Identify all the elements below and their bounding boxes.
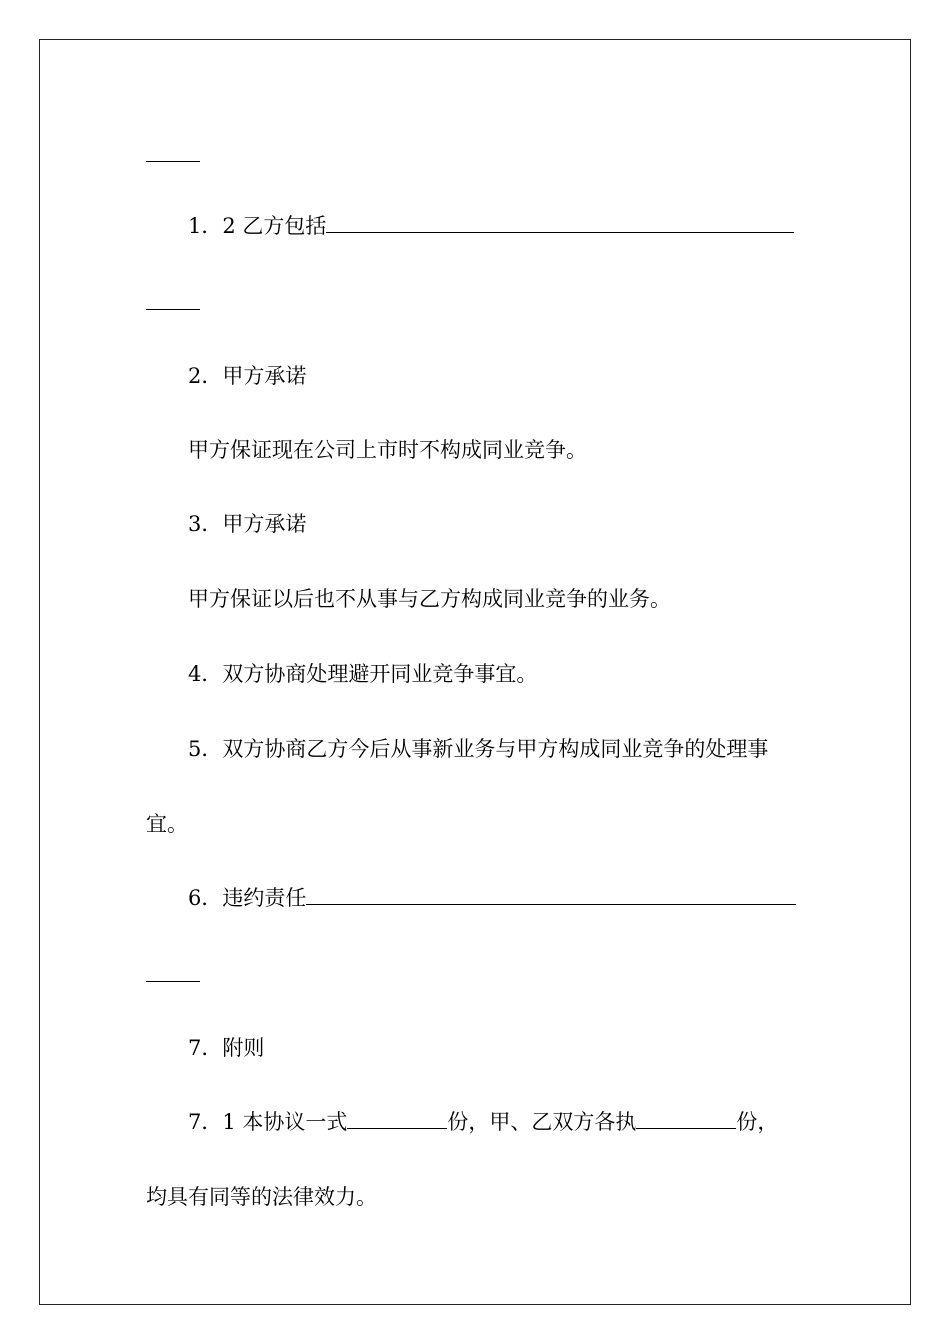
clause-2-body: 甲方保证现在公司上市时不构成同业竞争。 — [188, 438, 587, 462]
clause-7-title: 7．附则 — [188, 1036, 265, 1060]
copies-total-blank[interactable] — [347, 1110, 447, 1129]
clause-5-line1: 5．双方协商乙方今后从事新业务与甲方构成同业竞争的处理事 — [188, 737, 769, 761]
clause-4: 4．双方协商处理避开同业竞争事宜。 — [188, 662, 538, 686]
clause-1-2 — [188, 214, 794, 238]
blank-line-continuation — [146, 981, 200, 982]
clause-6 — [188, 886, 796, 910]
clause-7-1-part3: 份， — [736, 1110, 779, 1134]
clause-6-blank[interactable] — [306, 886, 796, 905]
clause-1-2-blank[interactable] — [326, 214, 794, 233]
clause-5-line2: 宜。 — [146, 812, 188, 836]
clause-7-1 — [188, 1110, 778, 1134]
clause-1-2-label: 1．2 乙方包括 — [188, 214, 327, 238]
clause-3-title: 3．甲方承诺 — [188, 512, 307, 536]
clause-7-1-part1: 7．1 本协议一式 — [188, 1110, 348, 1134]
clause-2-title: 2．甲方承诺 — [188, 364, 307, 388]
copies-each-blank[interactable] — [636, 1110, 736, 1129]
clause-7-1-line2: 均具有同等的法律效力。 — [146, 1185, 377, 1209]
clause-7-1-part2: 份，甲、乙双方各执 — [447, 1110, 637, 1134]
clause-6-label: 6．违约责任 — [188, 886, 307, 910]
blank-line-continuation — [146, 309, 200, 310]
clause-3-body: 甲方保证以后也不从事与乙方构成同业竞争的业务。 — [188, 587, 671, 611]
blank-line-continuation — [146, 161, 200, 162]
